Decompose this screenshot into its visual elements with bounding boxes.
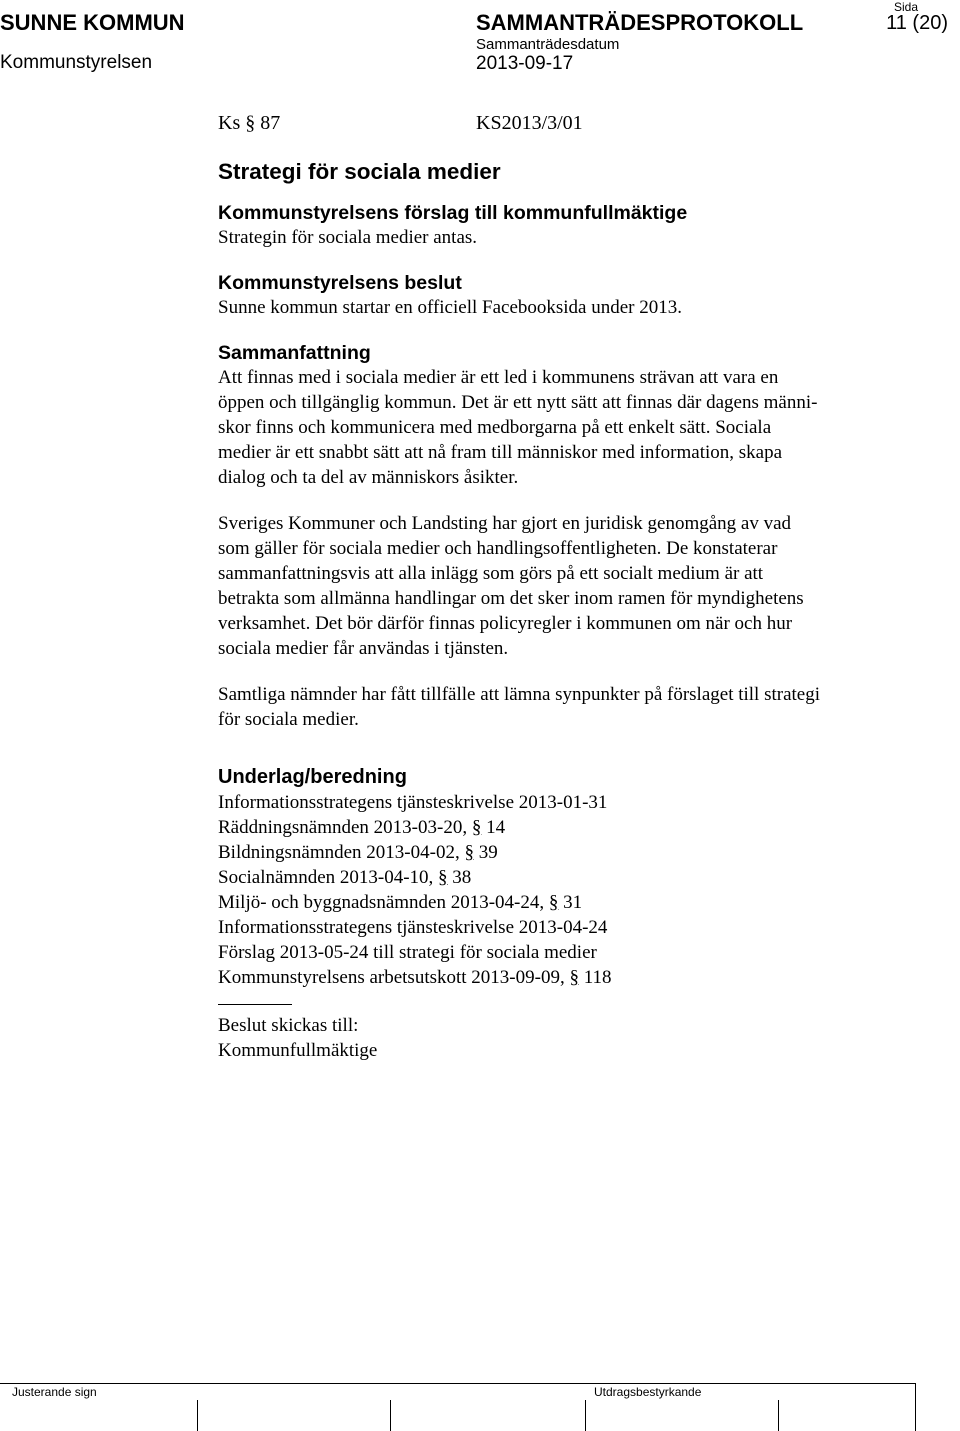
consult-line: för sociala medier. — [218, 709, 359, 730]
basis-item: Bildningsnämnden 2013-04-02, § 39 — [218, 842, 498, 863]
page-label: Sida — [893, 0, 918, 14]
org-name: SUNNE KOMMUN — [0, 10, 185, 35]
distribution-block — [218, 1013, 918, 1063]
decision-block — [218, 271, 918, 320]
utdragsbestyrkande-label: Utdragsbestyrkande — [594, 1385, 702, 1399]
separator-line — [218, 1004, 292, 1005]
basis-item: Socialnämnden 2013-04-10, § 38 — [218, 867, 472, 888]
skl-line: sammanfattningsvis att alla inlägg som görs på ett socialt medium är att — [218, 563, 764, 584]
basis-item: Räddningsnämnden 2013-03-20, § 14 — [218, 817, 506, 838]
skl-line: verksamhet. Det bör därför finnas policyregler i kommunen om när och hur — [218, 613, 793, 634]
signature-box-divider — [585, 1400, 586, 1431]
summary-heading: Sammanfattning — [218, 342, 371, 364]
case-number: KS2013/3/01 — [476, 112, 583, 134]
paragraph-number: Ks § 87 — [218, 112, 281, 134]
document-body — [218, 112, 918, 1063]
meeting-date-label: Sammanträdesdatum — [476, 36, 620, 53]
proposal-block — [218, 201, 918, 250]
summary-block — [218, 341, 918, 490]
skl-line: betrakta som allmänna handlingar om det sker inom ramen för myndighetens — [218, 588, 804, 609]
skl-line: som gäller för sociala medier och handlingsoffentligheten. De konstaterar — [218, 538, 778, 559]
proposal-text: Strategin för sociala medier antas. — [218, 227, 478, 248]
consult-line: Samtliga nämnder har fått tillfälle att lämna synpunkter på förslaget till strategi — [218, 684, 821, 705]
summary-line: skor finns och kommunicera med medborgarna på ett enkelt sätt. Sociala — [218, 417, 772, 438]
decision-heading: Kommunstyrelsens beslut — [218, 272, 462, 294]
signature-box-divider — [390, 1400, 391, 1431]
basis-heading: Underlag/beredning — [218, 766, 407, 788]
consultation-paragraph — [218, 682, 918, 732]
distribution-recipient: Kommunfullmäktige — [218, 1040, 378, 1061]
basis-item: Informationsstrategens tjänsteskrivelse 2013-04-24 — [218, 917, 608, 938]
summary-line: Att finnas med i sociala medier är ett led i kommunens strävan att vara en — [218, 367, 779, 388]
basis-item: Informationsstrategens tjänsteskrivelse 2013-01-31 — [218, 792, 608, 813]
justerande-sign-label: Justerande sign — [12, 1385, 97, 1399]
proposal-heading: Kommunstyrelsens förslag till kommunfullmäktige — [218, 202, 688, 224]
decision-text: Sunne kommun startar en officiell Facebooksida under 2013. — [218, 297, 682, 318]
meeting-date: 2013-09-17 — [476, 53, 574, 74]
section-reference — [218, 112, 918, 140]
footer-border — [0, 1383, 915, 1384]
signature-box-divider — [197, 1400, 198, 1431]
distribution-label: Beslut skickas till: — [218, 1015, 359, 1036]
skl-line: sociala medier får användas i tjänsten. — [218, 638, 509, 659]
basis-block — [218, 764, 918, 990]
section-title: Strategi för sociala medier — [218, 159, 501, 184]
page-number: 11 (20) — [886, 12, 948, 34]
skl-line: Sveriges Kommuner och Landsting har gjort en juridisk genomgång av vad — [218, 513, 792, 534]
skl-paragraph — [218, 511, 918, 661]
summary-line: dialog och ta del av människors åsikter. — [218, 467, 519, 488]
doc-type: SAMMANTRÄDESPROTOKOLL — [476, 10, 804, 35]
basis-item: Förslag 2013-05-24 till strategi för sociala medier — [218, 942, 597, 963]
basis-item: Kommunstyrelsens arbetsutskott 2013-09-09, § 118 — [218, 967, 612, 988]
summary-line: öppen och tillgänglig kommun. Det är ett nytt sätt att finnas där dagens männi- — [218, 392, 818, 413]
signature-box-divider — [778, 1400, 779, 1431]
basis-item: Miljö- och byggnadsnämnden 2013-04-24, § 31 — [218, 892, 583, 913]
body-name: Kommunstyrelsen — [0, 52, 153, 73]
footer-right-border — [915, 1383, 916, 1431]
summary-line: medier är ett snabbt sätt att nå fram till människor med information, skapa — [218, 442, 783, 463]
